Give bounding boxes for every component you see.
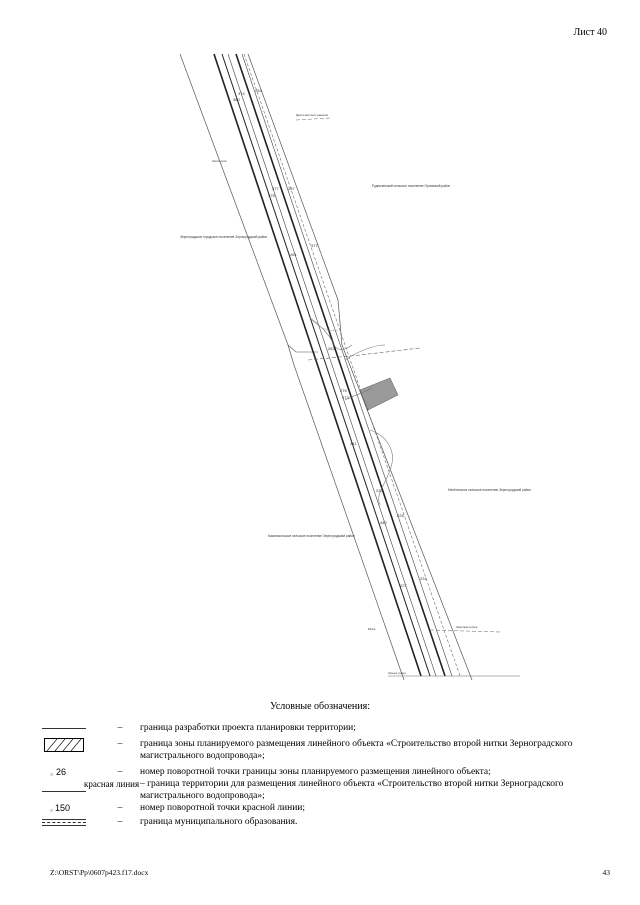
road-label: Лесополоса: [212, 160, 227, 163]
red-turn-point-number: 150: [55, 803, 71, 813]
hatched-zone-symbol: [42, 738, 100, 750]
point-label: 254: [255, 88, 262, 93]
legend-item: [42, 722, 602, 734]
corridor-line: [236, 54, 445, 676]
point-label: 226: [397, 513, 404, 518]
drainage-line: [310, 318, 352, 350]
point-label: 261: [290, 252, 297, 257]
sheet-label: Лист 40: [573, 27, 607, 38]
legend-title: Условные обозначения:: [269, 701, 370, 712]
legend-dash: –: [117, 803, 123, 813]
legend: [42, 722, 602, 828]
legend-item: [42, 802, 602, 814]
municipal-boundary-symbol: [42, 816, 100, 828]
legend-text: граница разработки проекта планировки территории;: [140, 723, 356, 733]
point-label: 375: [268, 193, 275, 198]
corridor-line: [242, 54, 452, 676]
point-label: 227: [400, 583, 407, 588]
point-label: 374: [238, 91, 245, 96]
hatched-zone-icon: [44, 738, 84, 752]
legend-dash: –: [117, 767, 123, 777]
point-label: 377: [272, 186, 279, 191]
red-line-symbol: [42, 778, 140, 790]
boundary-line-symbol: [42, 722, 100, 734]
legend-item: [42, 778, 602, 802]
road-label: Защитная полоса: [456, 626, 478, 629]
project-boundary-right: [248, 54, 472, 680]
corridor-line: [222, 54, 430, 676]
corridor-line: [214, 54, 421, 676]
point-icon: ○: [50, 809, 54, 814]
corridor-line: [244, 54, 460, 676]
legend-text: номер поворотной точки границы зоны планируемого размещения линейного объекта;: [140, 767, 491, 777]
area-label: Комсомольское сельское поселение Зерноградский район: [268, 534, 355, 538]
point-label: 273: [342, 395, 349, 400]
area-label: Рудниченский сельское поселение Орловский район: [372, 184, 451, 188]
point-label: 231: [420, 576, 427, 581]
legend-text: граница муниципального образования.: [140, 817, 298, 827]
turn-point-symbol: [42, 766, 100, 778]
municipal-boundary: [430, 630, 500, 632]
point-icon: ○: [50, 773, 54, 778]
road-label: Дорога местного значения: [296, 114, 328, 117]
page-number: 43: [602, 868, 610, 877]
point-label: 257: [288, 186, 295, 191]
legend-text: граница территории для размещения линейного объекта «Строительство второй нитки Зерноградского магистрального водопровода»;: [140, 779, 564, 801]
red-line-label: красная линия: [84, 779, 140, 789]
legend-item: [42, 766, 602, 778]
legend-dash: –: [140, 779, 145, 789]
turn-point-number: 26: [56, 767, 67, 777]
point-label: 441: [350, 441, 357, 446]
point-label: 380: [233, 97, 240, 102]
legend-dash: –: [117, 817, 123, 827]
legend-item: [42, 816, 602, 828]
area-label: Мечётинское сельское поселение Зерноградский район: [448, 488, 531, 492]
legend-item: [42, 738, 602, 762]
legend-text: номер поворотной точки красной линии;: [140, 803, 306, 813]
area-label: Зерноградское городское поселение Зерноградский район: [180, 235, 268, 239]
drainage-line: [345, 345, 385, 360]
point-label: 442: [380, 520, 387, 525]
point-label: 377: [311, 243, 318, 248]
road-label: Лесные угодья: [388, 672, 406, 675]
point-label: 263: [328, 346, 335, 351]
drainage-line: [370, 430, 392, 505]
red-turn-point-symbol: [42, 802, 100, 814]
document-path: Z:\ORST\Pp\0607p423.f17.docx: [50, 868, 149, 877]
drainage-line: [312, 320, 338, 331]
municipal-boundary: [296, 118, 330, 120]
legend-text: [140, 778, 602, 802]
legend-dash: –: [117, 723, 123, 733]
point-label: 220: [376, 488, 383, 493]
legend-text: граница зоны планируемого размещения линейного объекта «Строительство второй нитки Зерноградского магистрального водопровода»;: [140, 739, 573, 761]
project-boundary-left: [180, 54, 404, 680]
road-label: Балка: [368, 628, 376, 631]
legend-dash: –: [117, 739, 123, 749]
point-label: 276: [340, 388, 347, 393]
